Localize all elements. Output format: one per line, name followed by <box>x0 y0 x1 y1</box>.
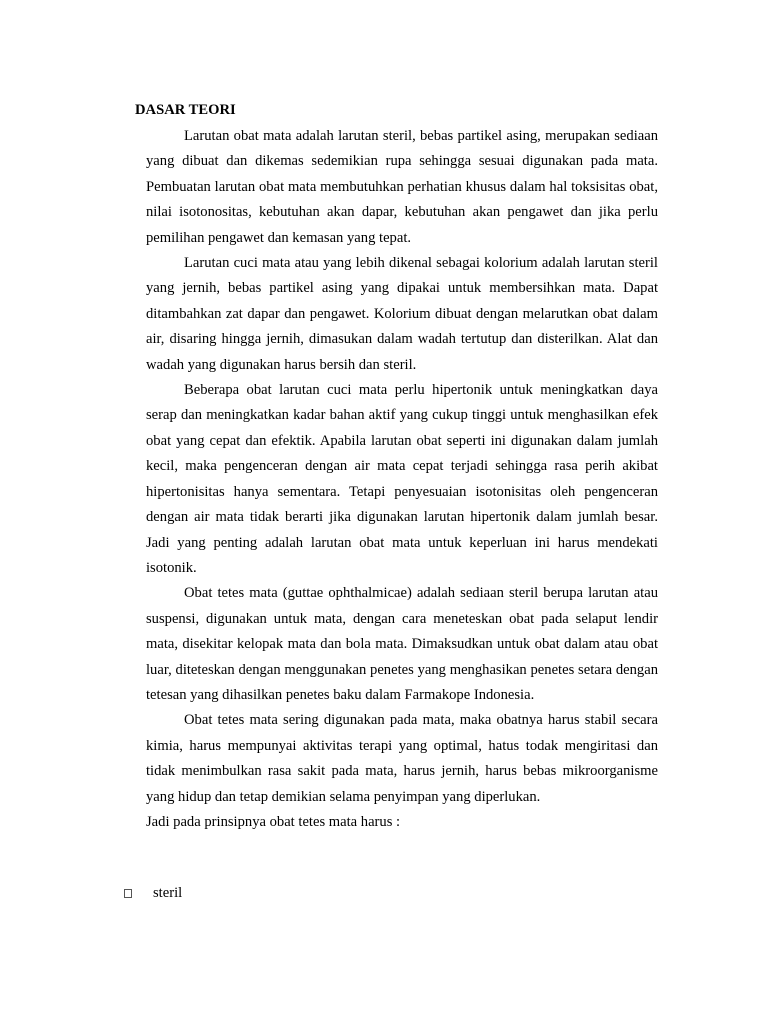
paragraph-3: Beberapa obat larutan cuci mata perlu hipertonik untuk meningkatkan daya serap dan meningkatkan kadar bahan aktif yang cukup tinggi untuk menghasilkan efek obat yang cepat dan efektik. Apabila larutan obat seperti ini digunakan dalam jumlah kecil, maka pengenceran dengan air mata cepat terjadi sehingga rasa perih akibat hipertonisitas hanya sementara. Tetapi penyesuaian isotonisitas oleh pengenceran dengan air mata tidak berarti jika digunakan larutan hipertonik dalam jumlah besar. Jadi yang penting adalah larutan obat mata untuk keperluan ini harus mendekati isotonik. <box>146 382 658 576</box>
paragraph-1: Larutan obat mata adalah larutan steril, bebas partikel asing, merupakan sediaan yang dibuat dan dikemas sedemikian rupa sehingga sesuai digunakan pada mata. Pembuatan larutan obat mata membutuhkan perhatian khusus dalam hal toksisitas obat, nilai isotonositas, kebutuhan akan dapar, kebutuhan akan pengawet dan jika perlu pemilihan pengawet dan kemasan yang tepat. <box>146 128 658 246</box>
paragraph-4: Obat tetes mata (guttae ophthalmicae) adalah sediaan steril berupa larutan atau suspensi, digunakan untuk mata, dengan cara meneteskan obat pada selaput lendir mata, disekitar kelopak mata dan bola mata. Dimaksudkan untuk obat dalam atau obat luar, diteteskan dengan menggunakan penetes yang menghasikan penetes setara dengan tetesan yang dihasilkan penetes baku dalam Farmakope Indonesia. <box>146 585 658 703</box>
list-item-text: steril <box>153 885 183 901</box>
paragraph-2: Larutan cuci mata atau yang lebih dikenal sebagai kolorium adalah larutan steril yang jernih, bebas partikel asing yang dipakai untuk membersihkan mata. Dapat ditambahkan zat dapar dan pengawet. Kolorium dibuat dengan melarutkan obat dalam air, disaring hingga jernih, dimasukan dalam wadah tertutup dan disterilkan. Alat dan wadah yang digunakan harus bersih dan steril. <box>146 255 658 373</box>
intro-line: Jadi pada prinsipnya obat tetes mata harus : <box>146 813 401 830</box>
document-body <box>146 124 658 835</box>
paragraph-5: Obat tetes mata sering digunakan pada mata, maka obatnya harus stabil secara kimia, harus mempunyai aktivitas terapi yang optimal, hatus todak mengiritasi dan tidak menimbulkan rasa sakit pada mata, harus jernih, harus bebas mikroorganisme yang hidup dan tetap demikian selama penyimpan yang diperlukan. <box>146 712 658 805</box>
section-heading: DASAR TEORI <box>135 102 236 118</box>
list-item <box>124 883 182 903</box>
bullet-box-icon <box>124 889 132 898</box>
